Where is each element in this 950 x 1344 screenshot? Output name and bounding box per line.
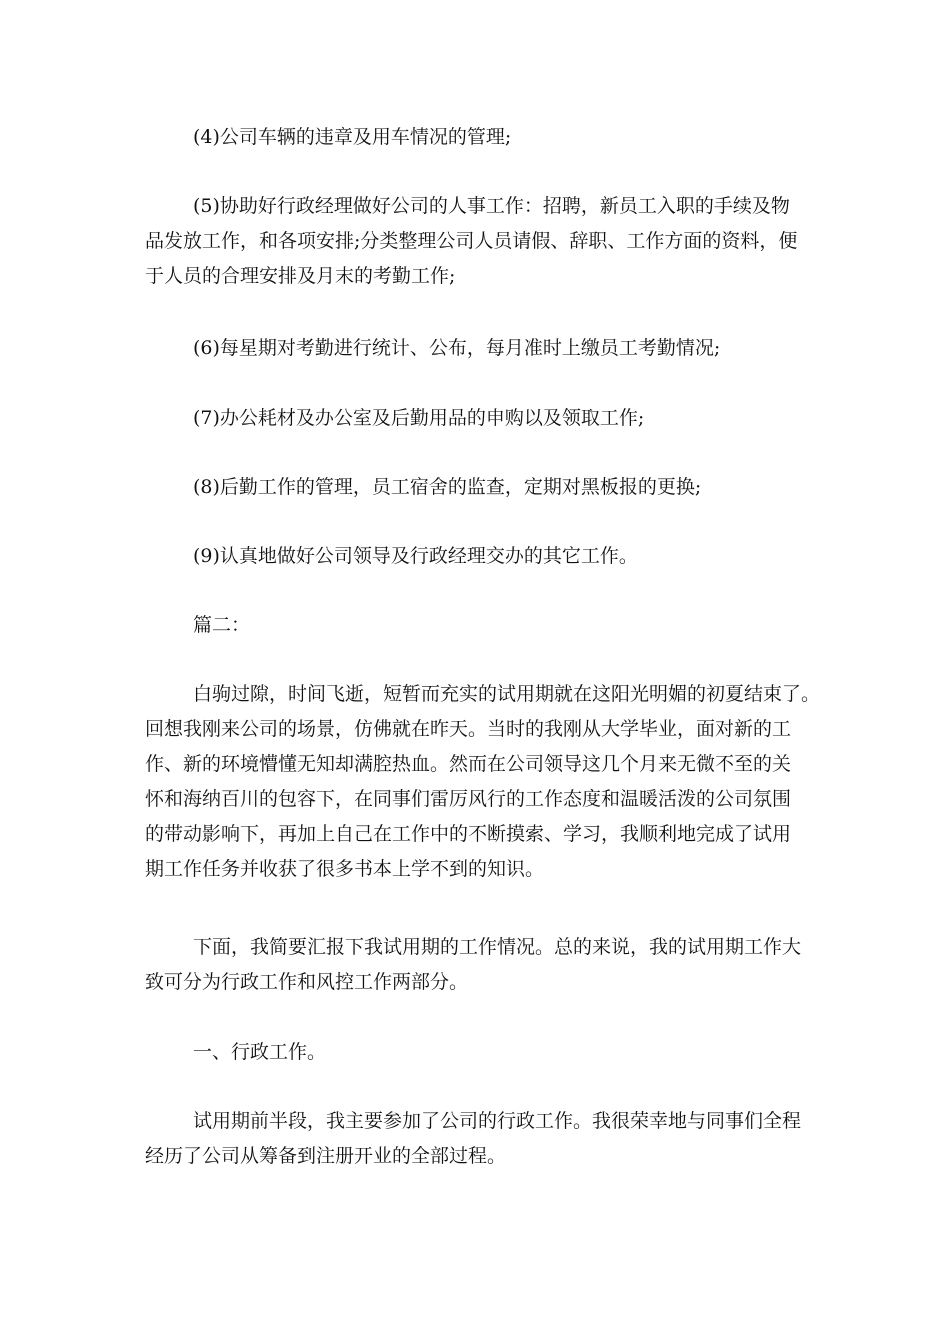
text-line: (8)后勤工作的管理，员工宿舍的监查，定期对黑板报的更换; (193, 476, 702, 498)
text-line: (9)认真地做好公司领导及行政经理交办的其它工作。 (193, 545, 638, 567)
text-line: 一、行政工作。 (193, 1041, 327, 1063)
text-line: 于人员的合理安排及月末的考勤工作; (145, 265, 456, 287)
section-heading-admin-work (145, 1035, 815, 1070)
text-line: 白驹过隙，时间飞逝，短暂而充实的试用期就在这阳光明媚的初夏结束了。 (193, 683, 821, 705)
paragraph-item-9 (145, 539, 815, 574)
text-line: (4)公司车辆的违章及用车情况的管理; (193, 126, 512, 148)
text-line: 期工作任务并收获了很多书本上学不到的知识。 (145, 858, 545, 880)
text-line: 致可分为行政工作和风控工作两部分。 (145, 971, 469, 993)
text-line: 试用期前半段，我主要参加了公司的行政工作。我很荣幸地与同事们全程 (193, 1110, 802, 1132)
paragraph-admin-work (145, 1104, 815, 1174)
paragraph-item-4 (145, 120, 815, 155)
section-heading-part-two (145, 608, 815, 643)
text-line: 的带动影响下，再加上自己在工作中的不断摸索、学习，我顺利地完成了试用 (145, 823, 792, 845)
text-line: 篇二： (193, 614, 251, 636)
text-line: 经历了公司从筹备到注册开业的全部过程。 (145, 1145, 507, 1167)
text-line: (7)办公耗材及办公室及后勤用品的申购以及领取工作; (193, 407, 645, 429)
text-line: (5)协助好行政经理做好公司的人事工作：招聘，新员工入职的手续及物 (193, 195, 790, 217)
paragraph-item-5 (145, 189, 815, 294)
text-line: (6)每星期对考勤进行统计、公布，每月准时上缴员工考勤情况; (193, 337, 721, 359)
text-line: 回想我刚来公司的场景，仿佛就在昨天。当时的我刚从大学毕业，面对新的工 (145, 718, 792, 740)
text-line: 怀和海纳百川的包容下，在同事们雷厉风行的工作态度和温暖活泼的公司氛围 (145, 788, 792, 810)
paragraph-item-7 (145, 401, 815, 436)
paragraph-item-6 (145, 331, 815, 366)
text-line: 品发放工作，和各项安排;分类整理公司人员请假、辞职、工作方面的资料，便 (145, 230, 798, 252)
paragraph-item-8 (145, 470, 815, 505)
paragraph-intro (145, 677, 821, 887)
text-line: 作、新的环境懵懂无知却满腔热血。然而在公司领导这几个月来无微不至的关 (145, 753, 792, 775)
text-line: 下面，我简要汇报下我试用期的工作情况。总的来说，我的试用期工作大 (193, 936, 802, 958)
paragraph-summary (145, 930, 815, 1000)
